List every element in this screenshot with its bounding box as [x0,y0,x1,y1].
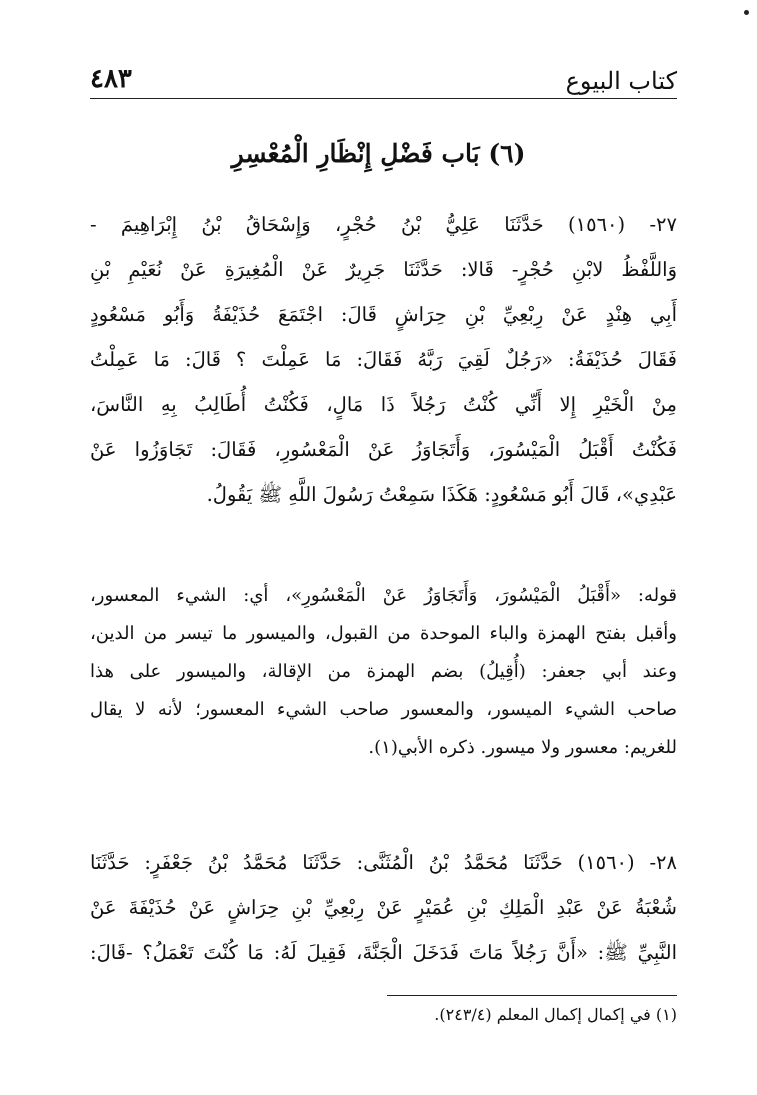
book-title: كتاب البيوع [565,67,677,95]
commentary-line: صاحب الشيء الميسور، والمعسور صاحب الشيء المعسور؛ لأنه لا يقال [90,699,677,720]
hadith-28-line: النَّبِيِّ ﷺ: «أَنَّ رَجُلاً مَاتَ فَدَخَلَ الْجَنَّةَ، فَقِيلَ لَهُ: مَا كُنْتَ تَعْمَلُ؟ -قَالَ: [90,941,677,964]
commentary-line: قوله: «أَقْبَلُ الْمَيْسُورَ، وَأَتَجَاوَزُ عَنْ الْمَعْسُورِ»، أي: الشيء المعسور، [90,585,677,606]
commentary-line: وعند أبي جعفر: (أُقِيلُ) بضم الهمزة من الإقالة، والميسور على هذا [90,661,677,682]
corner-dot [744,10,749,15]
commentary [90,577,677,767]
footnote: (١) في إكمال إكمال المعلم (٢٤٣/٤). [434,1005,677,1024]
commentary-line: للغريم: معسور ولا ميسور. ذكره الأبي(١). [368,737,677,758]
hadith-27-line: وَاللَّفْظُ لابْنِ حُجْرٍ- قَالا: حَدَّثَنَا جَرِيرٌ عَنْ الْمُغِيرَةِ عَنْ نُعَيْمِ بْنِ [90,258,677,281]
chapter-title: (٦) بَاب فَضْلِ إِنْظَارِ الْمُعْسِرِ [231,139,526,168]
page-number: ٤٨٣ [90,64,132,94]
hadith-27-line: أَبِي هِنْدٍ عَنْ رِبْعِيِّ بْنِ حِرَاشٍ قَالَ: اجْتَمَعَ حُذَيْفَةُ وَأَبُو مَسْعُودٍ [90,303,677,326]
page-header [90,58,677,99]
hadith-27-line: ٢٧- (١٥٦٠) حَدَّثَنَا عَلِيُّ بْنُ حُجْرٍ، وَإِسْحَاقُ بْنُ إِبْرَاهِيمَ - [90,213,677,236]
hadith-28-line: شُعْبَةُ عَنْ عَبْدِ الْمَلِكِ بْنِ عُمَيْرٍ عَنْ رِبْعِيِّ بْنِ حِرَاشٍ عَنْ حُذَيْفَةَ عَنْ [90,896,677,919]
footnote-divider [387,995,677,996]
hadith-27-line: مِنْ الْخَيْرِ إِلا أَنِّي كُنْتُ رَجُلاً ذَا مَالٍ، فَكُنْتُ أُطَالِبُ بِهِ النَّاسَ، [90,393,677,416]
hadith-27-line: عَبْدِي»، قَالَ أَبُو مَسْعُودٍ: هَكَذَا سَمِعْتُ رَسُولَ اللَّهِ ﷺ يَقُولُ. [206,483,677,506]
hadith-27-line: فَكُنْتُ أَقْبَلُ الْمَيْسُورَ، وَأَتَجَاوَزُ عَنْ الْمَعْسُورِ، فَقَالَ: تَجَاوَزُوا عَنْ [90,438,677,461]
commentary-line: وأقبل بفتح الهمزة والباء الموحدة من القبول، والميسور ما تيسر من الدين، [90,623,677,644]
hadith-27 [90,202,677,517]
hadith-28-line: ٢٨- (١٥٦٠) حَدَّثَنَا مُحَمَّدُ بْنُ الْمُثَنَّى: حَدَّثَنَا مُحَمَّدُ بْنُ جَعْفَرٍ: حَدَّثَنَا [90,851,677,874]
hadith-27-line: فَقَالَ حُذَيْفَةُ: «رَجُلٌ لَقِيَ رَبَّهُ فَقَالَ: مَا عَمِلْتَ ؟ قَالَ: مَا عَمِلْتُ [90,348,677,371]
hadith-28 [90,840,677,975]
